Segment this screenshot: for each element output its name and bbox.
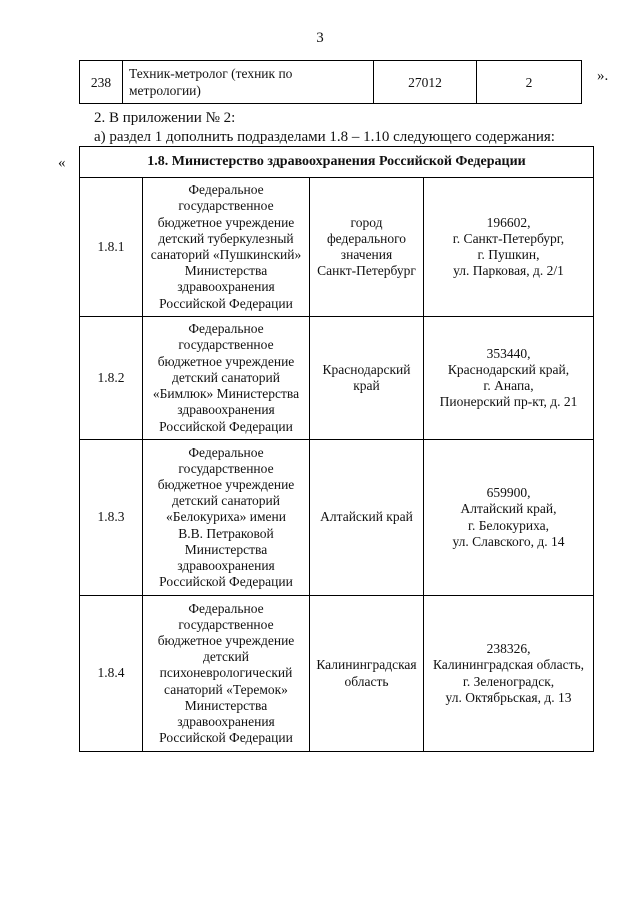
- text-line: детский санаторий: [172, 369, 280, 385]
- text-line: государственное: [178, 616, 274, 632]
- address: [424, 178, 594, 317]
- text-line: бюджетное учреждение: [157, 632, 295, 648]
- text-line: бюджетное учреждение: [157, 476, 295, 492]
- text-line: г. Анапа,: [483, 378, 534, 393]
- position-name: Техник-метролог (техник по метрологии): [123, 61, 374, 104]
- position-count: 2: [477, 61, 582, 104]
- text-line: Федеральное: [188, 321, 264, 337]
- row-number: 1.8.3: [80, 440, 143, 596]
- text-line: Министерства: [184, 541, 268, 557]
- text-line: ул. Парковая, д. 2/1: [453, 263, 564, 279]
- text-line: детский туберкулезный: [158, 230, 294, 246]
- text-line: государственное: [178, 337, 274, 353]
- text-line: область: [344, 673, 389, 689]
- text-line: государственное: [178, 198, 274, 214]
- text-line: государственное: [178, 460, 274, 476]
- region: [310, 317, 424, 440]
- region: [310, 440, 424, 596]
- text-line: Федеральное: [188, 182, 264, 198]
- region: [310, 596, 424, 752]
- text-line: край: [353, 378, 380, 393]
- section-header-row: [80, 147, 594, 178]
- text-line: Федеральное: [188, 600, 264, 616]
- paragraph-section: а) раздел 1 дополнить подразделами 1.8 – 1.10 следующего содержания:: [94, 129, 555, 145]
- text-line: детский: [203, 649, 249, 665]
- text-line: психоневрологический: [159, 665, 293, 681]
- text-line: г. Белокуриха,: [467, 517, 550, 533]
- institution-name: [143, 178, 310, 317]
- opening-quote: «: [58, 155, 66, 171]
- text-line: здравоохранения: [177, 714, 275, 729]
- text-line: Российской Федерации: [159, 295, 293, 311]
- text-line: Российской Федерации: [159, 574, 293, 590]
- text-line: федерального: [326, 230, 407, 246]
- text-line: Калининградская область,: [432, 657, 585, 673]
- text-line: Калининградская: [316, 657, 417, 673]
- text-line: Министерства: [184, 697, 268, 713]
- text-line: г. Пушкин,: [477, 247, 540, 262]
- text-line: здравоохранения: [177, 558, 275, 573]
- text-line: 353440,: [486, 345, 531, 361]
- text-line: Краснодарский: [322, 361, 411, 377]
- address: [424, 440, 594, 596]
- text-line: ул. Славского, д. 14: [452, 533, 565, 549]
- text-line: бюджетное учреждение: [157, 353, 295, 369]
- text-line: бюджетное учреждение: [157, 214, 295, 230]
- text-line: Российской Федерации: [159, 418, 293, 434]
- staff-table-row: [79, 60, 582, 104]
- text-line: Пионерский пр-кт, д. 21: [439, 394, 578, 410]
- closing-quote: ».: [597, 68, 609, 84]
- table-row: [80, 596, 594, 752]
- institution-name: [143, 317, 310, 440]
- text-line: Краснодарский край,: [447, 361, 570, 377]
- row-number: 238: [80, 61, 123, 104]
- institution-name: [143, 596, 310, 752]
- address: [424, 596, 594, 752]
- table-row: [80, 61, 582, 104]
- table-row: [80, 317, 594, 440]
- row-number: 1.8.1: [80, 178, 143, 317]
- text-line: Российской Федерации: [159, 730, 293, 746]
- row-number: 1.8.4: [80, 596, 143, 752]
- text-line: г. Зеленоградск,: [462, 673, 555, 689]
- text-line: Алтайский край: [320, 509, 413, 525]
- text-line: значения: [340, 247, 393, 262]
- page-number: 3: [316, 30, 324, 46]
- text-line: Санкт-Петербург: [317, 263, 416, 279]
- text-line: санаторий «Теремок»: [164, 681, 288, 697]
- text-line: г. Санкт-Петербург,: [452, 230, 565, 246]
- address: [424, 317, 594, 440]
- text-line: «Белокуриха» имени: [166, 509, 286, 525]
- position-code: 27012: [374, 61, 477, 104]
- text-line: Алтайский край,: [460, 501, 557, 517]
- paragraph-appendix: 2. В приложении № 2:: [94, 110, 236, 126]
- table-row: [80, 178, 594, 317]
- text-line: город: [350, 214, 383, 230]
- section-header: 1.8. Министерство здравоохранения Российской Федерации: [80, 147, 594, 178]
- region: [310, 178, 424, 317]
- institutions-table: [79, 146, 594, 752]
- institution-name: [143, 440, 310, 596]
- text-line: 659900,: [486, 485, 531, 501]
- text-line: Федеральное: [188, 444, 264, 460]
- text-line: 196602,: [486, 214, 531, 230]
- text-line: 238326,: [486, 641, 531, 657]
- text-line: ул. Октябрьская, д. 13: [445, 689, 572, 705]
- text-line: санаторий «Пушкинский»: [150, 247, 302, 262]
- text-line: Министерства: [184, 263, 268, 279]
- text-line: В.В. Петраковой: [178, 525, 274, 541]
- row-number: 1.8.2: [80, 317, 143, 440]
- text-line: здравоохранения: [177, 279, 275, 295]
- text-line: «Бимлюк» Министерства: [152, 386, 300, 402]
- table-row: [80, 440, 594, 596]
- text-line: здравоохранения: [177, 402, 275, 418]
- text-line: детский санаторий: [172, 493, 280, 509]
